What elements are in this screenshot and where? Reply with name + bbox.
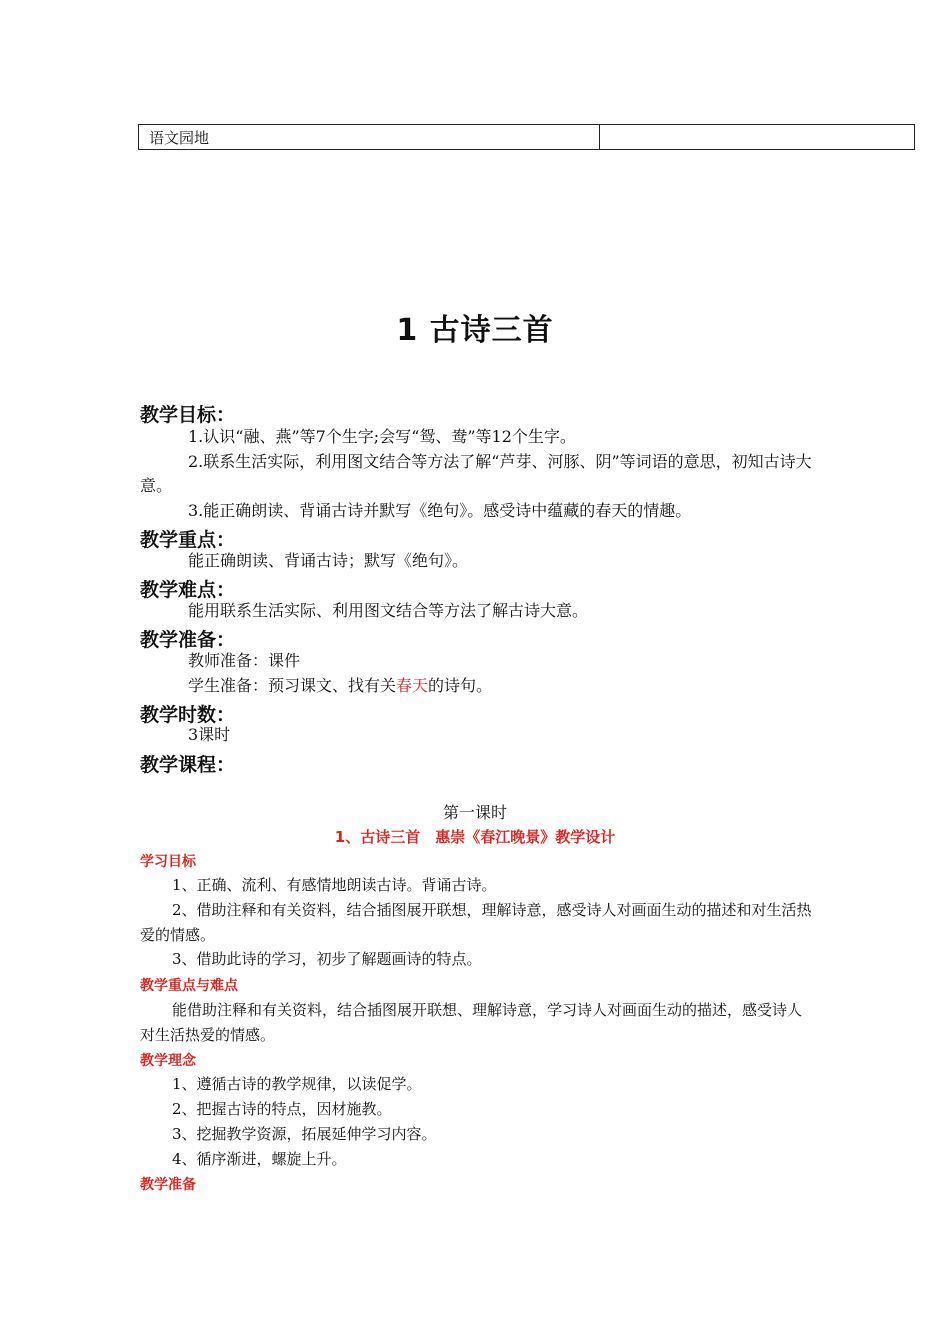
key-points-heading: 教学重点： [140, 529, 236, 551]
philosophy-item-3: 3、挖掘教学资源，拓展延伸学习内容。 [172, 1125, 437, 1143]
difficulties-heading: 教学难点： [140, 579, 236, 601]
hours-heading: 教学时数： [140, 704, 236, 726]
philosophy-heading: 教学理念 [140, 1053, 196, 1069]
prep-student-text: 学生准备：预习课文、找有关 [188, 676, 397, 695]
table-cell-empty [600, 125, 915, 150]
table-cell-unit: 语文园地 [139, 125, 600, 150]
difficulties-text: 能用联系生活实际、利用图文结合等方法了解古诗大意。 [188, 601, 589, 620]
hours-text: 3课时 [188, 725, 231, 744]
key-points-text: 能正确朗读、背诵古诗；默写《绝句》。 [188, 551, 469, 570]
page-title: 1 古诗三首 [396, 313, 554, 348]
prep-student [140, 674, 815, 698]
prep-heading: 教学准备： [140, 629, 236, 651]
philosophy-item-4: 4、循序渐进，螺旋上升。 [172, 1150, 347, 1168]
course-heading: 教学课程： [140, 754, 236, 776]
header-table [138, 124, 915, 150]
goals-heading: 教学目标： [140, 404, 236, 426]
goal-item-3: 3.能正确朗读、背诵古诗并默写《绝句》。感受诗中蕴藏的春天的情趣。 [188, 501, 692, 520]
prep-student-highlight: 春天 [396, 676, 429, 695]
learning-goal-3: 3、借助此诗的学习，初步了解题画诗的特点。 [172, 950, 482, 968]
prep-student-tail: 的诗句。 [428, 676, 493, 695]
philosophy-item-2: 2、把握古诗的特点，因材施教。 [172, 1100, 392, 1118]
philosophy-item-1: 1、遵循古诗的教学规律，以读促学。 [172, 1075, 422, 1093]
goal-item-1: 1.认识“融、燕”等7个生字;会写“鸳、鸯”等12个生字。 [188, 427, 576, 446]
learning-goal-2: 2、借助注释和有关资料，结合插图展开联想，理解诗意，感受诗人对画面生动的描述和对生活热爱的情感。 [140, 901, 812, 944]
design-title: 1、古诗三首 惠崇《春江晚景》教学设计 [334, 828, 616, 846]
learning-goal-1: 1、正确、流利、有感情地朗读古诗。背诵古诗。 [172, 876, 497, 894]
focus-heading: 教学重点与难点 [140, 978, 238, 994]
focus-text: 能借助注释和有关资料，结合插图展开联想、理解诗意，学习诗人对画面生动的描述，感受诗人对生活热爱的情感。 [140, 1001, 803, 1044]
lesson-prep-heading: 教学准备 [140, 1177, 196, 1193]
goal-item-2: 2.联系生活实际，利用图文结合等方法了解“芦芽、河豚、阴”等词语的意思，初知古诗大意。 [140, 452, 812, 495]
learning-goals-heading: 学习目标 [140, 854, 196, 870]
lesson-period: 第一课时 [442, 803, 507, 822]
prep-teacher: 教师准备：课件 [188, 651, 301, 670]
